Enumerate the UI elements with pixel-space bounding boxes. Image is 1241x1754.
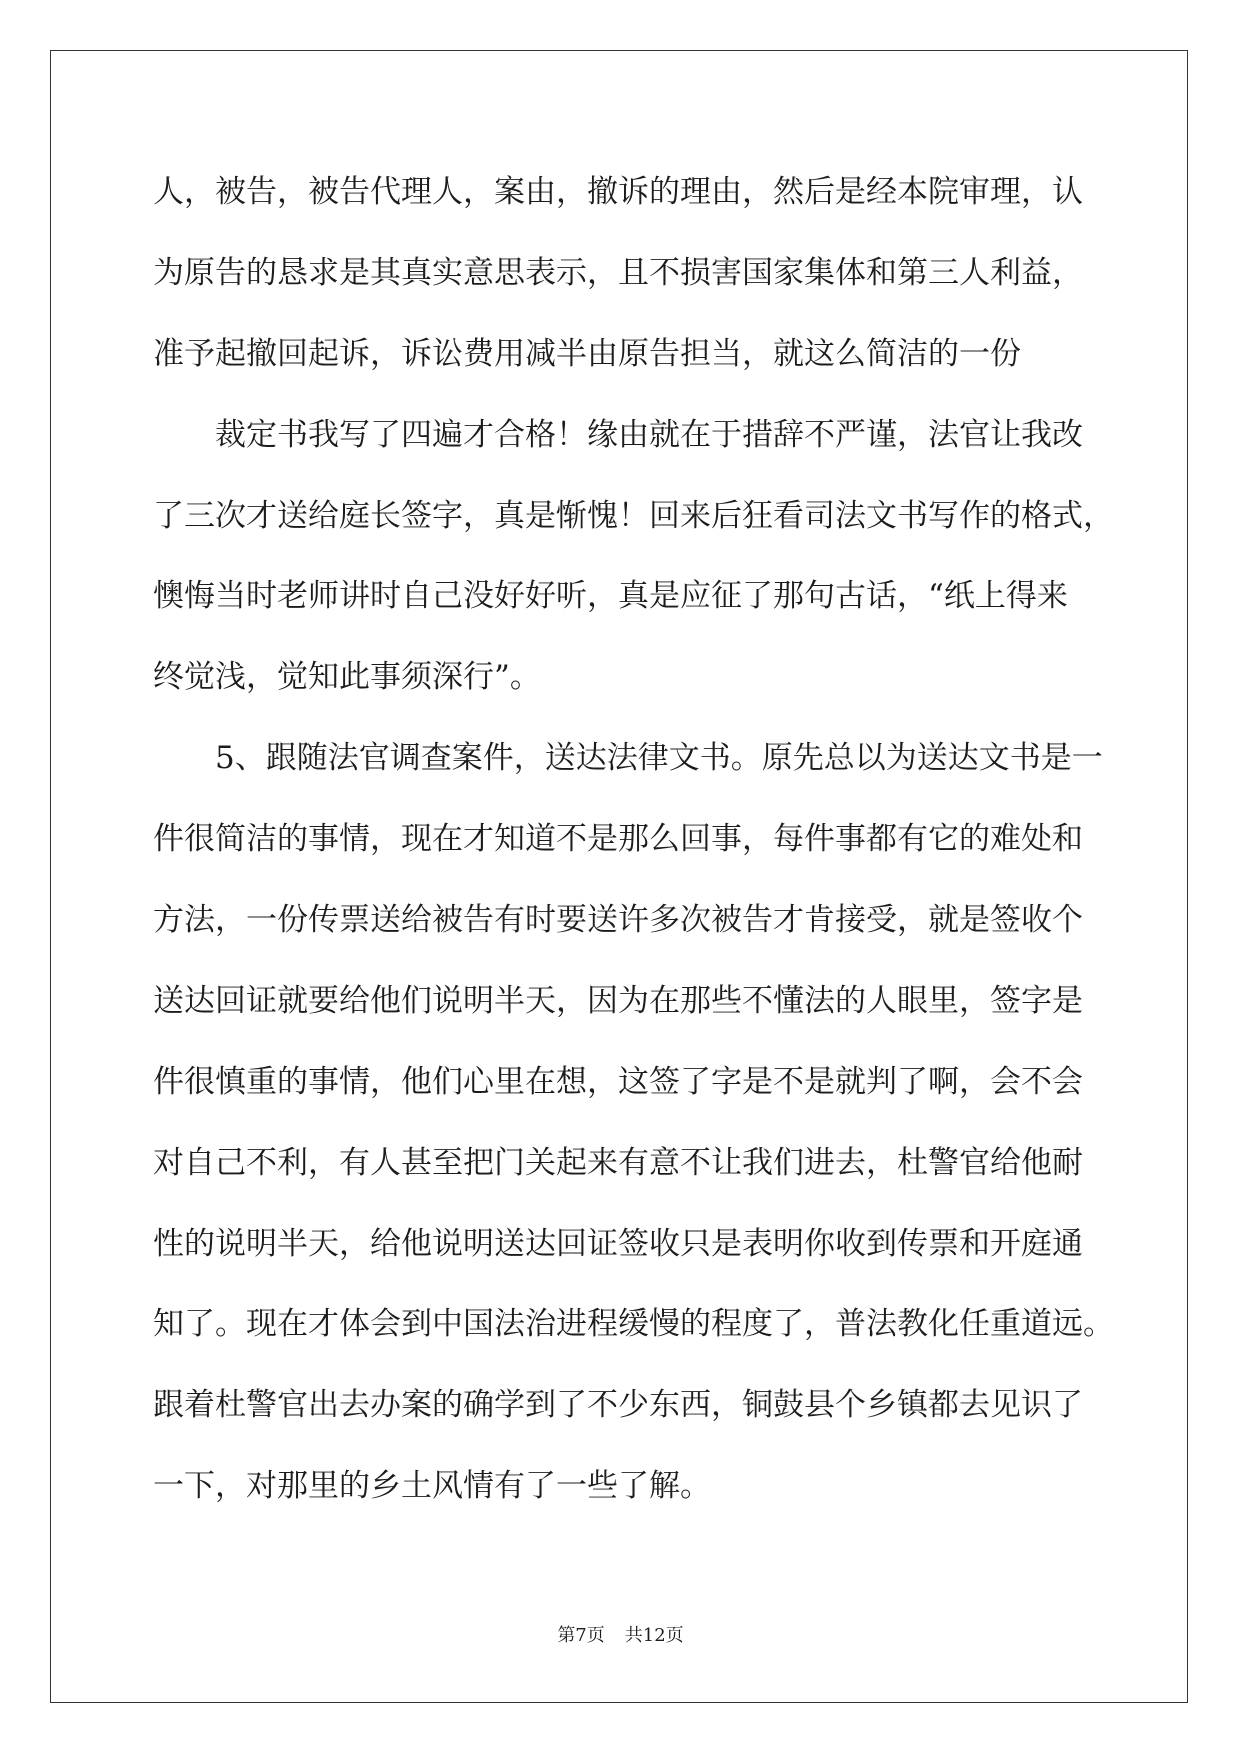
page-number: 第7页 xyxy=(557,1625,605,1646)
page-border xyxy=(50,50,1188,1703)
body-line: 懊悔当时老师讲时自己没好好听，真是应征了那句古话，“纸上得来 xyxy=(153,578,1068,614)
body-line: 知了。现在才体会到中国法治进程缓慢的程度了，普法教化任重道远。 xyxy=(153,1306,1114,1342)
body-line: 5、跟随法官调查案件，送达法律文书。原先总以为送达文书是一 xyxy=(215,740,1103,776)
body-line: 送达回证就要给他们说明半天，因为在那些不懂法的人眼里，签字是 xyxy=(153,983,1083,1019)
body-line: 终觉浅，觉知此事须深行”。 xyxy=(153,659,541,695)
body-line: 跟着杜警官出去办案的确学到了不少东西，铜鼓县个乡镇都去见识了 xyxy=(153,1387,1083,1423)
page-total: 共12页 xyxy=(624,1625,684,1646)
body-line: 方法，一份传票送给被告有时要送许多次被告才肯接受，就是签收个 xyxy=(153,902,1083,938)
body-line: 为原告的恳求是其真实意思表示，且不损害国家集体和第三人利益， xyxy=(153,255,1083,291)
body-line: 一下，对那里的乡土风情有了一些了解。 xyxy=(153,1468,711,1504)
body-line: 对自己不利，有人甚至把门关起来有意不让我们进去，杜警官给他耐 xyxy=(153,1145,1083,1181)
body-line: 性的说明半天，给他说明送达回证签收只是表明你收到传票和开庭通 xyxy=(153,1226,1083,1262)
body-line: 件很简洁的事情，现在才知道不是那么回事，每件事都有它的难处和 xyxy=(153,821,1083,857)
body-line: 了三次才送给庭长签字，真是惭愧！回来后狂看司法文书写作的格式， xyxy=(153,498,1114,534)
body-line: 人，被告，被告代理人，案由，撤诉的理由，然后是经本院审理，认 xyxy=(153,174,1083,210)
body-line: 裁定书我写了四遍才合格！缘由就在于措辞不严谨，法官让我改 xyxy=(215,417,1083,453)
page-footer xyxy=(0,1624,1241,1648)
body-line: 件很慎重的事情，他们心里在想，这签了字是不是就判了啊，会不会 xyxy=(153,1064,1083,1100)
body-line: 准予起撤回起诉，诉讼费用减半由原告担当，就这么简洁的一份 xyxy=(153,336,1021,372)
